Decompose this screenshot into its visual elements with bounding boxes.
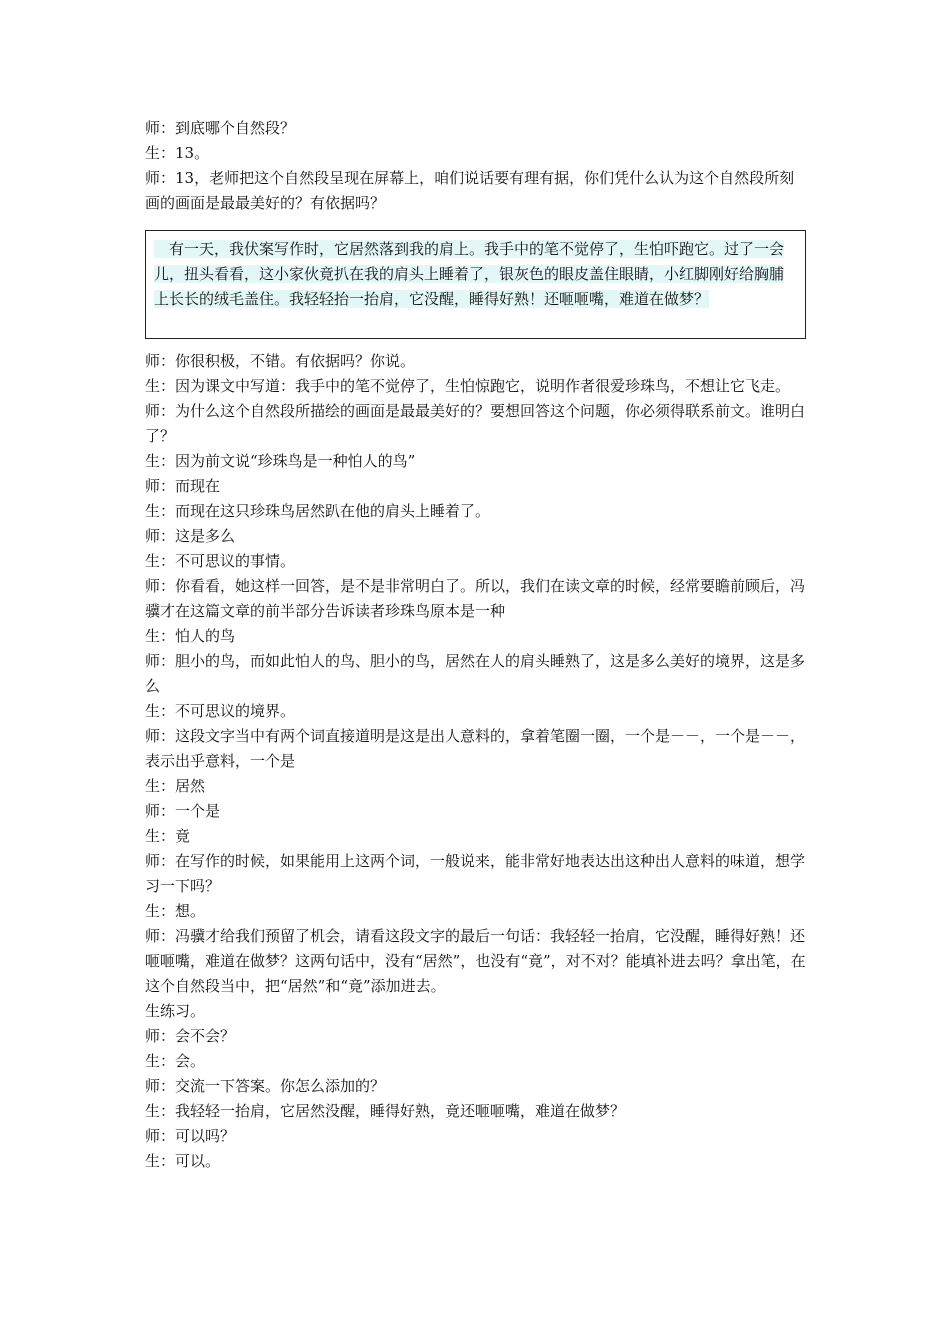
dialogue-line: 生：居然 — [145, 777, 206, 795]
dialogue-line: 生练习。 — [145, 1002, 206, 1020]
dialogue-line: 师：你看看，她这样一回答，是不是非常明白了。所以，我们在读文章的时候，经常要瞻前顾后，冯骥才在这篇文章的前半部分告诉读者珍珠鸟原本是一种 — [145, 577, 806, 620]
dialogue-line: 生：我轻轻一抬肩，它居然没醒，睡得好熟，竟还咂咂嘴，难道在做梦？ — [145, 1102, 626, 1120]
dialogue-line: 师：你很积极，不错。有依据吗？你说。 — [145, 352, 416, 370]
dialogue-line: 生：而现在这只珍珠鸟居然趴在他的肩头上睡着了。 — [145, 502, 491, 520]
dialogue-line: 师：冯骥才给我们预留了机会，请看这段文字的最后一句话：我轻轻一抬肩，它没醒，睡得好熟！还咂咂嘴，难道在做梦？这两句话中，没有“居然”，也没有“竟”，对不对？能填补进去吗？拿出笔，在这个自然段当中，把“居然”和“竟”添加进去。 — [145, 927, 806, 995]
dialogue-before — [145, 116, 808, 216]
document-body — [145, 116, 808, 1174]
dialogue-line: 生：可以。 — [145, 1152, 221, 1170]
dialogue-line: 师：为什么这个自然段所描绘的画面是最最美好的？要想回答这个问题，你必须得联系前文。谁明白了？ — [145, 402, 806, 445]
dialogue-line: 师：这段文字当中有两个词直接道明是这是出人意料的，拿着笔圈一圈，一个是－－，一个是－－，表示出乎意料，一个是 — [145, 727, 806, 770]
dialogue-line: 生：因为课文中写道：我手中的笔不觉停了，生怕惊跑它，说明作者很爱珍珠鸟，不想让它飞走。 — [145, 377, 791, 395]
quoted-paragraph-box — [145, 230, 806, 339]
dialogue-line: 师：一个是 — [145, 802, 221, 820]
dialogue-line: 师：胆小的鸟，而如此怕人的鸟、胆小的鸟，居然在人的肩头睡熟了，这是多么美好的境界，这是多么 — [145, 652, 806, 695]
dialogue-line: 师：会不会？ — [145, 1027, 236, 1045]
dialogue-after — [145, 349, 808, 1174]
dialogue-line: 生：想。 — [145, 902, 206, 920]
dialogue-line: 师：可以吗？ — [145, 1127, 236, 1145]
dialogue-line: 生：不可思议的境界。 — [145, 702, 296, 720]
dialogue-line: 生：不可思议的事情。 — [145, 552, 296, 570]
dialogue-line: 生：竟 — [145, 827, 191, 845]
dialogue-line: 生：因为前文说“珍珠鸟是一种怕人的鸟” — [145, 452, 416, 470]
quoted-paragraph-text: 有一天，我伏案写作时，它居然落到我的肩上。我手中的笔不觉停了，生怕吓跑它。过了一会儿，扭头看看，这小家伙竟扒在我的肩头上睡着了，银灰色的眼皮盖住眼睛，小红脚刚好给胸脯上长长的绒毛盖住。我轻轻抬一抬肩，它没醒，睡得好熟！还咂咂嘴，难道在做梦？ — [154, 240, 785, 308]
dialogue-line: 师：而现在 — [145, 477, 221, 495]
dialogue-line: 师：13，老师把这个自然段呈现在屏幕上，咱们说话要有理有据，你们凭什么认为这个自然段所刻画的画面是最最美好的？有依据吗？ — [145, 169, 795, 212]
dialogue-line: 生：怕人的鸟 — [145, 627, 236, 645]
dialogue-line: 师：到底哪个自然段？ — [145, 119, 296, 137]
dialogue-line: 生：13。 — [145, 144, 210, 162]
dialogue-line: 师：这是多么 — [145, 527, 236, 545]
dialogue-line: 生：会。 — [145, 1052, 206, 1070]
dialogue-line: 师：交流一下答案。你怎么添加的？ — [145, 1077, 386, 1095]
dialogue-line: 师：在写作的时候，如果能用上这两个词，一般说来，能非常好地表达出这种出人意料的味道，想学习一下吗？ — [145, 852, 806, 895]
quoted-paragraph — [154, 237, 797, 312]
